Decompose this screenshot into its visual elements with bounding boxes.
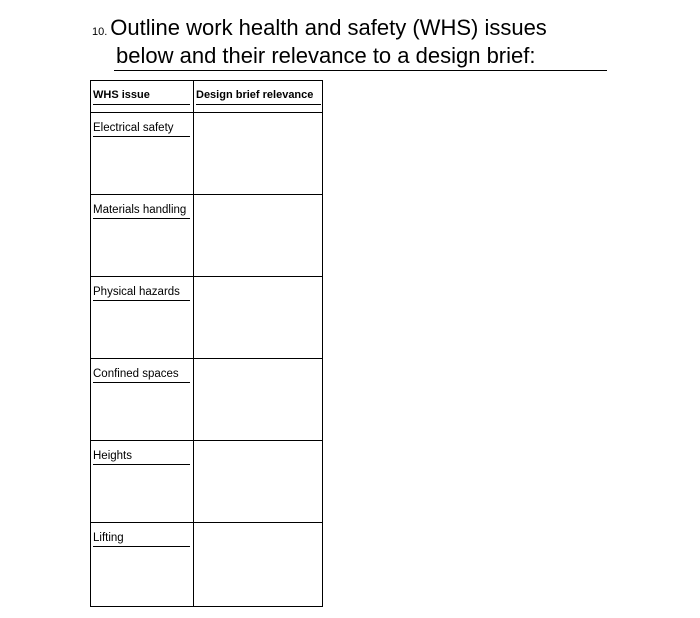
header-whs-issue: WHS issue bbox=[93, 89, 150, 101]
issue-label: Electrical safety bbox=[93, 122, 174, 134]
table-row bbox=[91, 441, 322, 523]
issue-underline bbox=[93, 300, 190, 301]
table-header-row bbox=[91, 81, 322, 113]
table-row bbox=[91, 523, 322, 606]
header-relevance-underline bbox=[196, 104, 321, 105]
question-line-1 bbox=[92, 14, 612, 42]
relevance-answer-cell[interactable] bbox=[194, 441, 322, 522]
relevance-answer-cell[interactable] bbox=[194, 113, 322, 194]
issue-underline bbox=[93, 136, 190, 137]
relevance-answer-cell[interactable] bbox=[194, 195, 322, 276]
table-row bbox=[91, 113, 322, 195]
whs-table bbox=[90, 80, 323, 607]
header-whs-issue-underline bbox=[93, 104, 190, 105]
issue-label: Materials handling bbox=[93, 204, 187, 216]
issue-label: Lifting bbox=[93, 532, 124, 544]
relevance-answer-cell[interactable] bbox=[194, 359, 322, 440]
issue-label: Confined spaces bbox=[93, 368, 179, 380]
issue-underline bbox=[93, 218, 190, 219]
question-heading bbox=[92, 14, 612, 70]
question-text-line-2: below and their relevance to a design brief: bbox=[116, 43, 536, 68]
question-text-line-1: Outline work health and safety (WHS) issues bbox=[110, 15, 547, 40]
relevance-answer-cell[interactable] bbox=[194, 523, 322, 606]
issue-underline bbox=[93, 382, 190, 383]
header-design-brief-relevance: Design brief relevance bbox=[196, 89, 314, 101]
relevance-answer-cell[interactable] bbox=[194, 277, 322, 358]
issue-label: Physical hazards bbox=[93, 286, 180, 298]
table-row bbox=[91, 195, 322, 277]
question-underline bbox=[114, 70, 607, 71]
issue-underline bbox=[93, 546, 190, 547]
issue-underline bbox=[93, 464, 190, 465]
question-number: 10. bbox=[92, 26, 108, 38]
table-row bbox=[91, 277, 322, 359]
issue-label: Heights bbox=[93, 450, 132, 462]
table-row bbox=[91, 359, 322, 441]
